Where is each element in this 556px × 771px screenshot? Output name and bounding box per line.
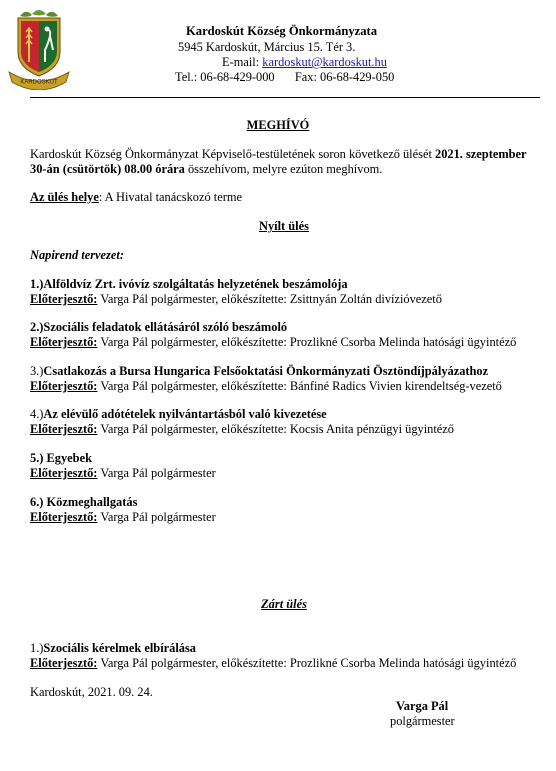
agenda-item-3-presenter: Előterjesztő: Varga Pál polgármester, előkészítette: Bánfiné Radics Vivien kirendeltség-vezető [30,379,502,393]
signature-title: polgármester [390,714,455,728]
closed-item-1-presenter: Előterjesztő: Varga Pál polgármester, előkészítette: Prozlikné Csorba Melinda hatósági ügyintéző [30,656,517,670]
agenda-item-1-presenter: Előterjesztő: Varga Pál polgármester, előkészítette: Zsittnyán Zoltán divízióvezető [30,292,442,306]
document-title: MEGHÍVÓ [246,118,310,132]
svg-text:KARDOSKÚT: KARDOSKÚT [20,79,58,86]
agenda-item-3: 3.)Csatlakozás a Bursa Hungarica Felsőoktatási Önkormányzati Ösztöndíjpályázathoz [30,364,489,378]
closed-item-1: 1.)Szociális kérelmek elbírálása [30,641,196,655]
phone-line [175,70,394,85]
header-divider [30,97,540,98]
venue-text: : A Hivatal tanácskozó terme [98,190,242,204]
email-label: E-mail: [222,55,260,69]
agenda-item-6: 6.) Közmeghallgatás [30,495,138,509]
intro-line-1: Kardoskút Község Önkormányzat Képviselő-testületének soron következő ülését 2021. szeptember [30,147,527,161]
org-name: Kardoskút Község Önkormányzata [186,24,378,38]
tel-label: Tel.: [175,70,198,84]
venue-line [30,190,242,205]
agenda-label: Napirend tervezet: [30,248,124,262]
venue-label: Az ülés helye [30,190,99,204]
fax-number: 06-68-429-050 [320,70,395,84]
agenda-item-5: 5.) Egyebek [30,451,92,465]
email-link[interactable]: kardoskut@kardoskut.hu [262,55,387,69]
agenda-item-6-presenter: Előterjesztő: Varga Pál polgármester [30,510,216,524]
agenda-item-5-presenter: Előterjesztő: Varga Pál polgármester [30,466,216,480]
fax-label: Fax: [294,70,317,84]
org-address: 5945 Kardoskút, Március 15. Tér 3. [178,40,356,54]
open-session-heading: Nyílt ülés [259,219,309,233]
tel-number: 06-68-429-000 [200,70,275,84]
coat-of-arms-icon [6,6,72,90]
agenda-item-2: 2.)Szociális feladatok ellátásáról szóló beszámoló [30,320,288,334]
agenda-item-2-presenter: Előterjesztő: Varga Pál polgármester, előkészítette: Prozlikné Csorba Melinda hatósági ügyintéző [30,335,517,349]
agenda-item-4: 4.)Az elévülő adótételek nyilvántartásból való kivezetése [30,407,327,421]
intro-line-2: 30-án (csütörtök) 08.00 órára összehívom, melyre ezúton meghívom. [30,162,383,176]
place-date: Kardoskút, 2021. 09. 24. [30,685,153,699]
closed-session-heading: Zárt ülés [261,597,307,611]
signature-name: Varga Pál [396,699,449,713]
email-line [186,55,387,70]
agenda-item-4-presenter: Előterjesztő: Varga Pál polgármester, előkészítette: Kocsis Anita pénzügyi ügyintéző [30,422,455,436]
agenda-item-1: 1.)Alföldvíz Zrt. ivóvíz szolgáltatás helyzetének beszámolója [30,277,348,291]
